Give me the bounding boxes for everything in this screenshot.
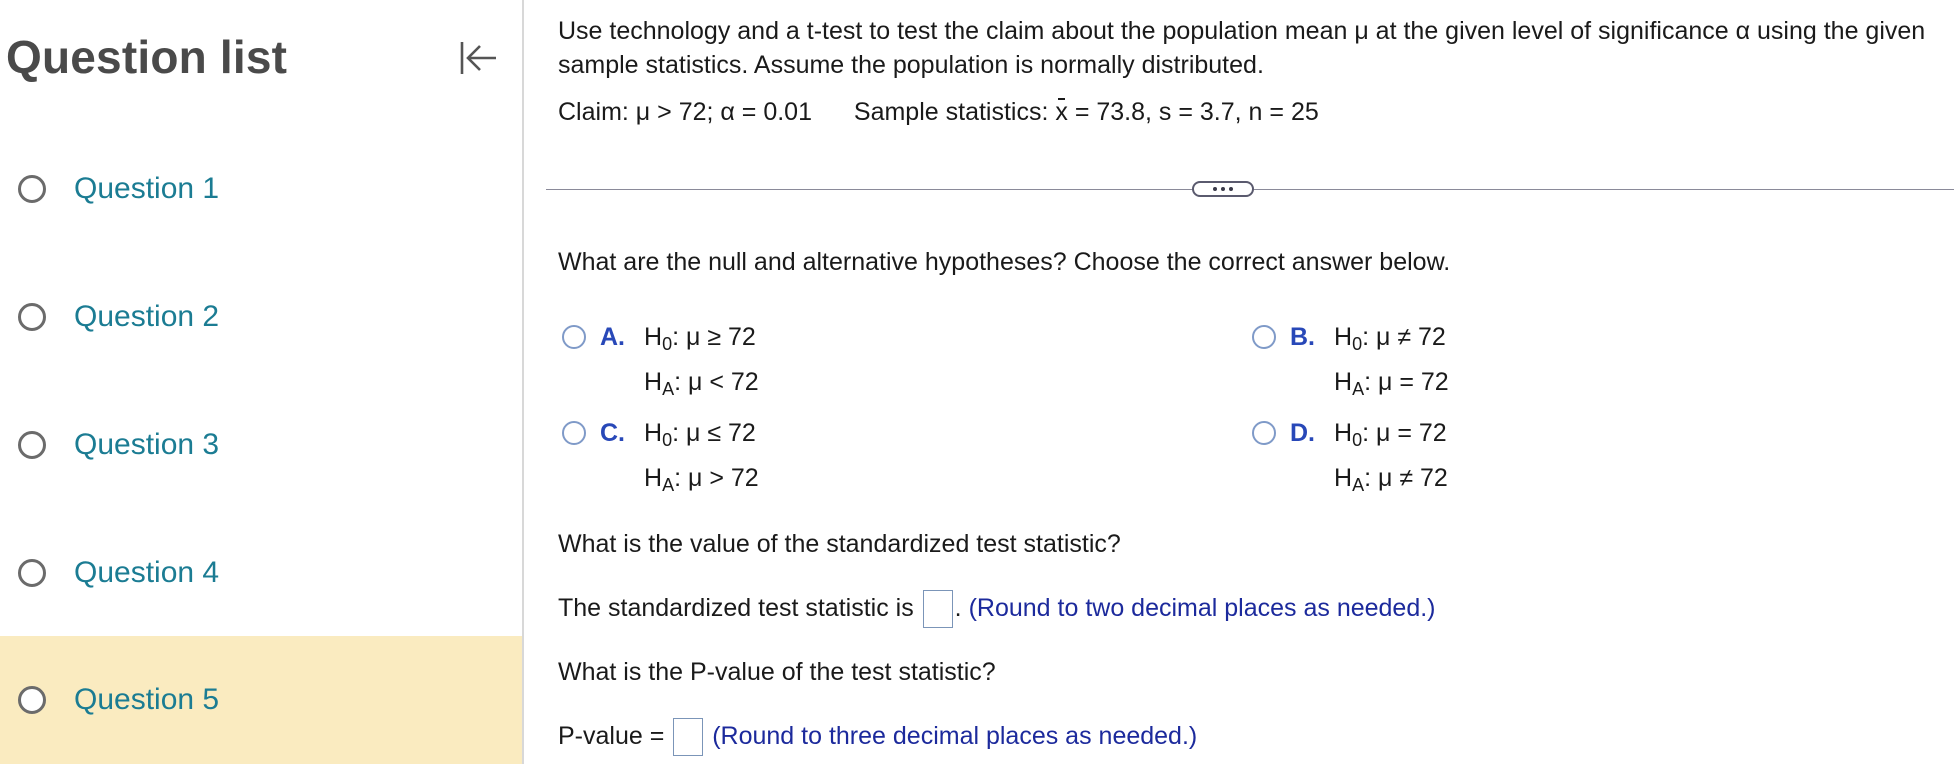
- more-options-button[interactable]: [1192, 181, 1254, 197]
- sidebar-title: Question list: [6, 31, 288, 83]
- option-c[interactable]: [562, 414, 759, 504]
- more-dots-icon: [1213, 187, 1217, 191]
- collapse-left-icon: [456, 38, 500, 78]
- question-item-1[interactable]: [0, 125, 522, 253]
- question-label: Question 4: [74, 556, 220, 589]
- hypotheses-question: What are the null and alternative hypotheses? Choose the correct answer below.: [558, 248, 1451, 276]
- sample-label: Sample statistics:: [853, 98, 1049, 126]
- question-item-3[interactable]: [0, 381, 522, 509]
- radio-icon[interactable]: [1252, 325, 1276, 349]
- alternative-hypothesis: $H_A$: μ = 72: [1334, 368, 1449, 399]
- p-value-question: What is the P-value of the test statistic?: [558, 658, 996, 686]
- sample-values: = 73.8, s = 3.7, n = 25: [1067, 98, 1319, 126]
- option-b[interactable]: [1252, 318, 1449, 408]
- collapse-sidebar-button[interactable]: [452, 36, 504, 80]
- question-item-2[interactable]: [0, 253, 522, 381]
- radio-icon[interactable]: [18, 175, 46, 203]
- more-dots-icon: [1221, 187, 1225, 191]
- test-statistic-line: [558, 588, 1436, 628]
- question-label: Question 2: [74, 300, 220, 333]
- question-panel: [526, 0, 1954, 764]
- test-statistic-suffix: .: [954, 594, 962, 622]
- option-hypotheses: [1334, 318, 1449, 408]
- radio-icon[interactable]: [18, 303, 46, 331]
- question-label: Question 5: [74, 683, 220, 716]
- option-letter: D.: [1290, 419, 1315, 447]
- null-hypothesis: $H_0$: μ ≠ 72: [1334, 323, 1446, 354]
- question-label: Question 1: [74, 172, 220, 205]
- claim-label: Claim:: [558, 98, 629, 126]
- radio-icon[interactable]: [562, 421, 586, 445]
- null-hypothesis: $H_0$: μ ≤ 72: [644, 419, 756, 450]
- p-value-input[interactable]: [673, 718, 703, 756]
- null-hypothesis: $H_0$: μ ≥ 72: [644, 323, 756, 354]
- option-letter: B.: [1290, 323, 1315, 351]
- test-statistic-input[interactable]: [923, 590, 953, 628]
- question-label: Question 3: [74, 428, 220, 461]
- option-hypotheses: [644, 318, 759, 408]
- sample-mean-symbol: x: [1055, 98, 1068, 126]
- option-a[interactable]: [562, 318, 759, 408]
- question-item-4[interactable]: [0, 509, 522, 637]
- claim-line: [558, 98, 1319, 127]
- radio-icon[interactable]: [18, 686, 46, 714]
- claim-value: μ > 72; α = 0.01: [635, 98, 812, 126]
- option-hypotheses: [644, 414, 759, 504]
- alternative-hypothesis: $H_A$: μ ≠ 72: [1334, 464, 1448, 495]
- problem-intro: Use technology and a t-test to test the claim about the population mean μ at the given level of significance α using the given sample statistics. Assume the population is normally distributed.: [558, 17, 1926, 79]
- more-dots-icon: [1229, 187, 1233, 191]
- radio-icon[interactable]: [18, 559, 46, 587]
- question-list-sidebar: [0, 0, 524, 764]
- option-letter: A.: [600, 323, 625, 351]
- test-statistic-question: What is the value of the standardized test statistic?: [558, 530, 1121, 558]
- alternative-hypothesis: $H_A$: μ < 72: [644, 368, 759, 399]
- null-hypothesis: $H_0$: μ = 72: [1334, 419, 1447, 450]
- p-value-line: [558, 716, 1197, 756]
- radio-icon[interactable]: [1252, 421, 1276, 445]
- rounding-hint: (Round to three decimal places as needed.): [712, 722, 1198, 750]
- question-item-5[interactable]: [0, 636, 522, 764]
- test-statistic-prefix: The standardized test statistic is: [558, 594, 914, 622]
- radio-icon[interactable]: [562, 325, 586, 349]
- rounding-hint: (Round to two decimal places as needed.): [968, 594, 1436, 622]
- p-value-prefix: P-value =: [558, 722, 665, 750]
- option-hypotheses: [1334, 414, 1448, 504]
- option-letter: C.: [600, 419, 625, 447]
- radio-icon[interactable]: [18, 431, 46, 459]
- alternative-hypothesis: $H_A$: μ > 72: [644, 464, 759, 495]
- option-d[interactable]: [1252, 414, 1448, 504]
